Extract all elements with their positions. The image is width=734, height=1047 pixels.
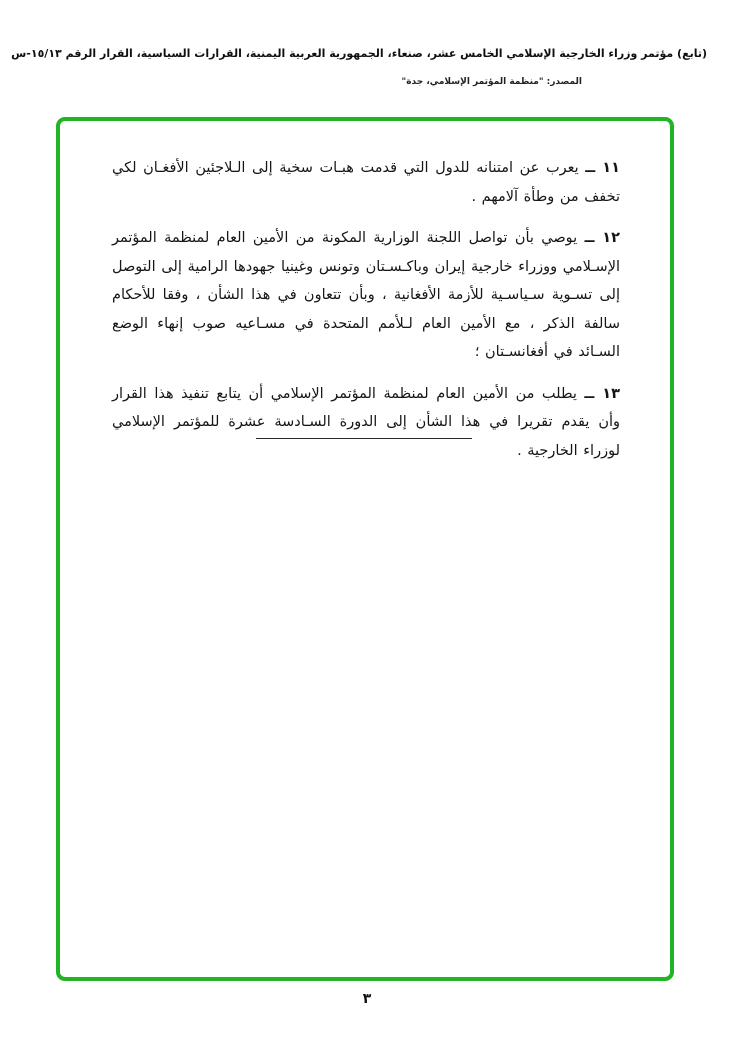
paragraph-number: ١٣ ــ bbox=[584, 385, 620, 402]
document-source-line: المصدر: "منظمة المؤتمر الإسلامي، جدة" bbox=[401, 77, 582, 87]
resolution-paragraph-13 bbox=[112, 380, 620, 466]
resolution-paragraph-11 bbox=[112, 154, 620, 211]
paragraph-text: يوصي بأن تواصل اللجنة الوزارية المكونة من الأمين العام لمنظمة المؤتمر الإسـلامي ووزراء خارجية إيران وباكـسـتان وتونس وغينيا جهودها الرامية إلى التوصل إلى تسـوية سـياسـية للأزمة الأفغانية ، وبأن تتعاون في هذا الشأن ، وفقا للأحكام سالفة الذكر ، مع الأمين العام لـلأمم المتحدة في مسـاعيه صوب إنهاء الوضع السـائد في أفغانسـتان ؛ bbox=[112, 230, 620, 360]
resolution-text-block bbox=[112, 154, 620, 478]
page-number: ٣ bbox=[362, 991, 372, 1007]
content-border-box bbox=[56, 117, 674, 981]
paragraph-number: ١١ ــ bbox=[585, 160, 620, 176]
separator-line bbox=[256, 438, 472, 439]
paragraph-text: يطلب من الأمين العام لمنظمة المؤتمر الإسلامي أن يتابع تنفيذ هذا القرار وأن يقدم تقريرا في هذا الشأن إلى الدورة السـادسة عشرة للمؤتمر الإسلامي لوزراء الخارجية . bbox=[112, 385, 620, 459]
paragraph-number: ١٢ ــ bbox=[584, 230, 620, 246]
document-header-title: (تابع) مؤتمر وزراء الخارجية الإسلامي الخامس عشر، صنعاء، الجمهورية العربية اليمنية، القرارات السياسية، القرار الرقم ١٥/١٣-س bbox=[11, 47, 707, 60]
resolution-paragraph-12 bbox=[112, 224, 620, 367]
paragraph-text: يعرب عن امتنانه للدول التي قدمت هبـات سخية إلى الـلاجئين الأفغـان لكي تخفف من وطأة آلامهم . bbox=[112, 160, 620, 205]
